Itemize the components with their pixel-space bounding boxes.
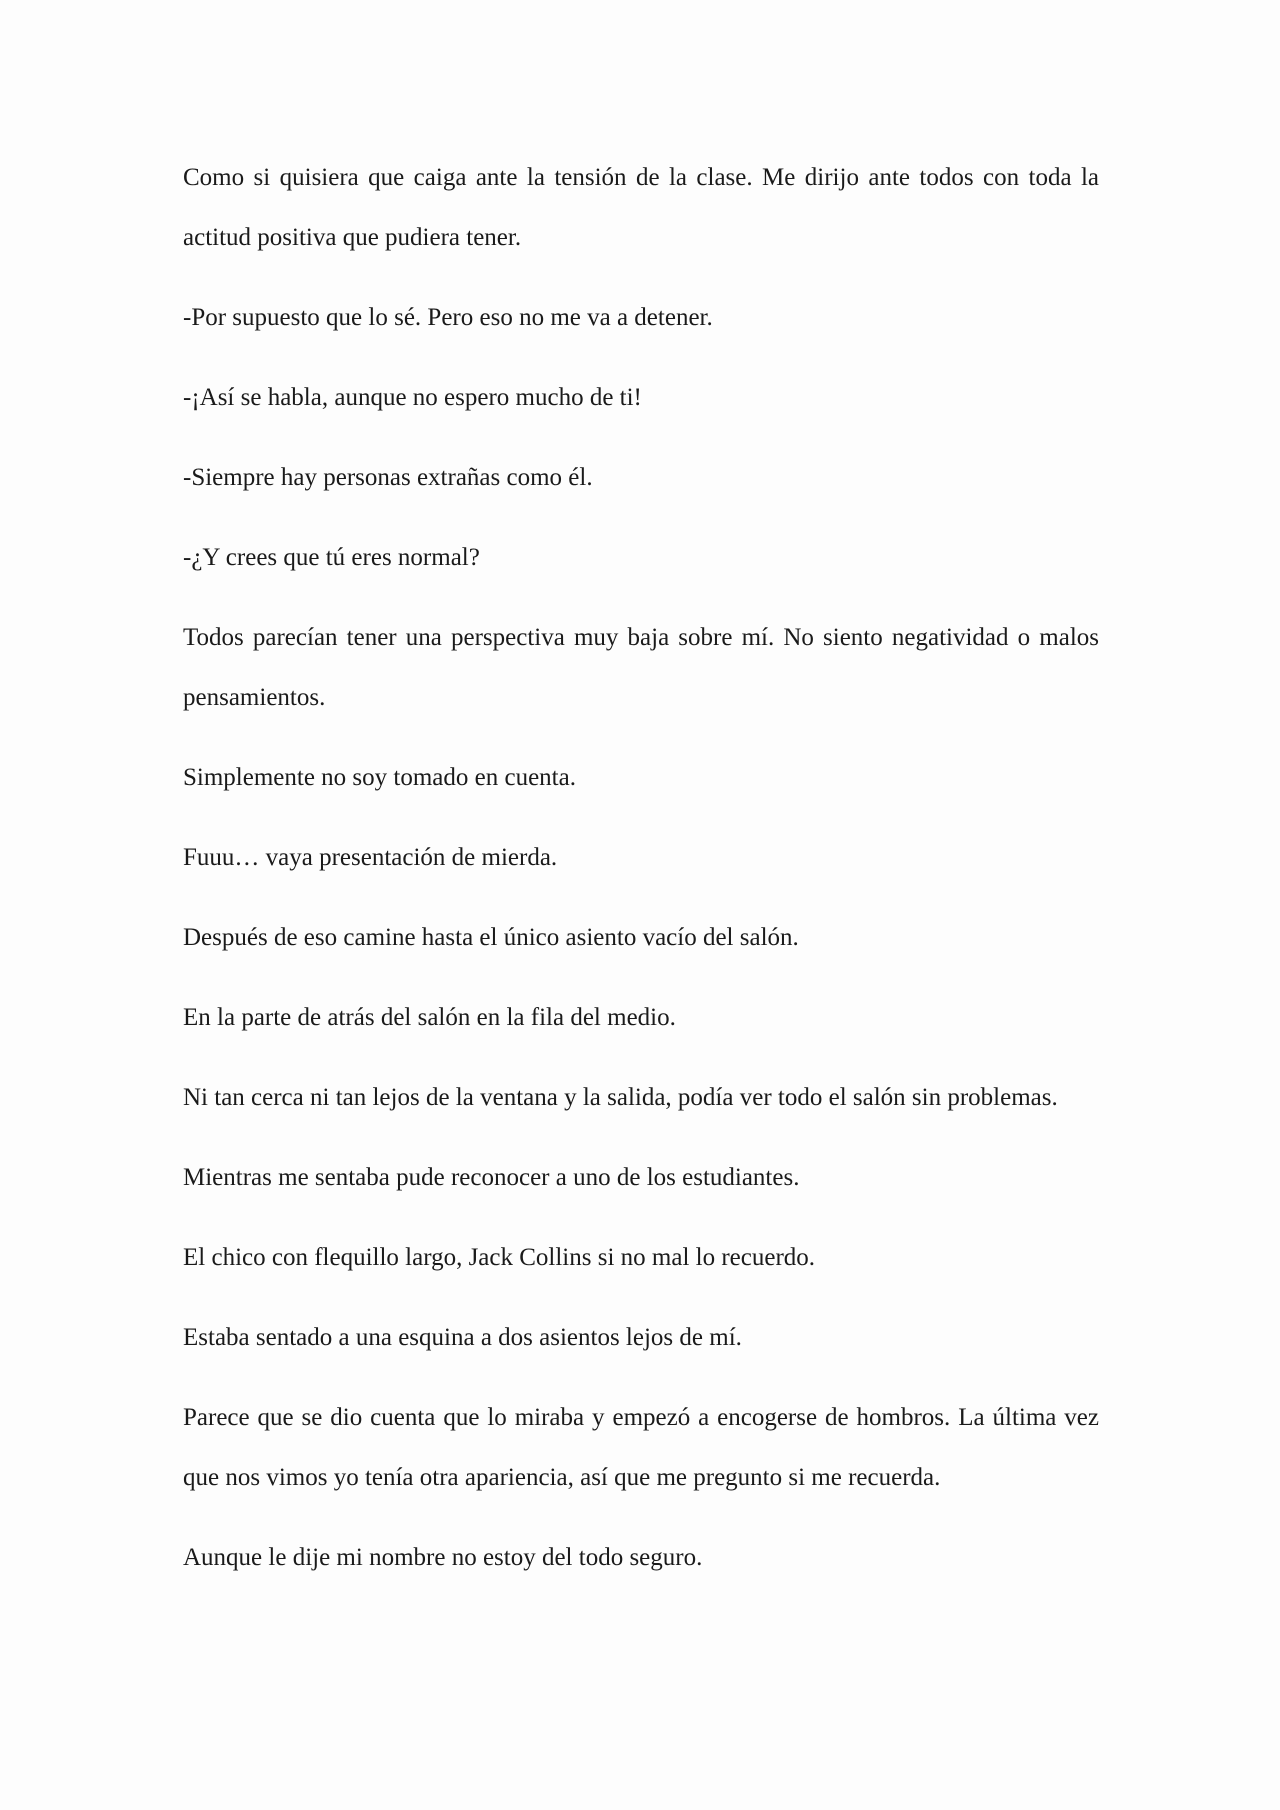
paragraph: Ni tan cerca ni tan lejos de la ventana y la salida, podía ver todo el salón sin problemas.: [183, 1084, 1058, 1111]
paragraph: -Siempre hay personas extrañas como él.: [183, 464, 593, 491]
body-text: [183, 148, 1099, 1608]
paragraph: Como si quisiera que caiga ante la tensión de la clase. Me dirijo ante todos con toda la actitud positiva que pudiera tener.: [183, 164, 1099, 251]
paragraph: Simplemente no soy tomado en cuenta.: [183, 764, 576, 791]
paragraph: -¡Así se habla, aunque no espero mucho de ti!: [183, 384, 642, 411]
paragraph: Aunque le dije mi nombre no estoy del todo seguro.: [183, 1544, 703, 1571]
paragraph: Parece que se dio cuenta que lo miraba y empezó a encogerse de hombros. La última vez que nos vimos yo tenía otra apariencia, así que me pregunto si me recuerda.: [183, 1404, 1099, 1491]
paragraph: Mientras me sentaba pude reconocer a uno de los estudiantes.: [183, 1164, 800, 1191]
paragraph: -Por supuesto que lo sé. Pero eso no me va a detener.: [183, 304, 713, 331]
paragraph: Estaba sentado a una esquina a dos asientos lejos de mí.: [183, 1324, 742, 1351]
paragraph: Después de eso camine hasta el único asiento vacío del salón.: [183, 924, 799, 951]
paragraph: Fuuu… vaya presentación de mierda.: [183, 844, 558, 871]
paragraph: El chico con flequillo largo, Jack Collins si no mal lo recuerdo.: [183, 1244, 816, 1271]
paragraph: En la parte de atrás del salón en la fila del medio.: [183, 1004, 676, 1031]
paragraph: -¿Y crees que tú eres normal?: [183, 544, 480, 571]
paragraph: Todos parecían tener una perspectiva muy baja sobre mí. No siento negatividad o malos pensamientos.: [183, 624, 1099, 711]
